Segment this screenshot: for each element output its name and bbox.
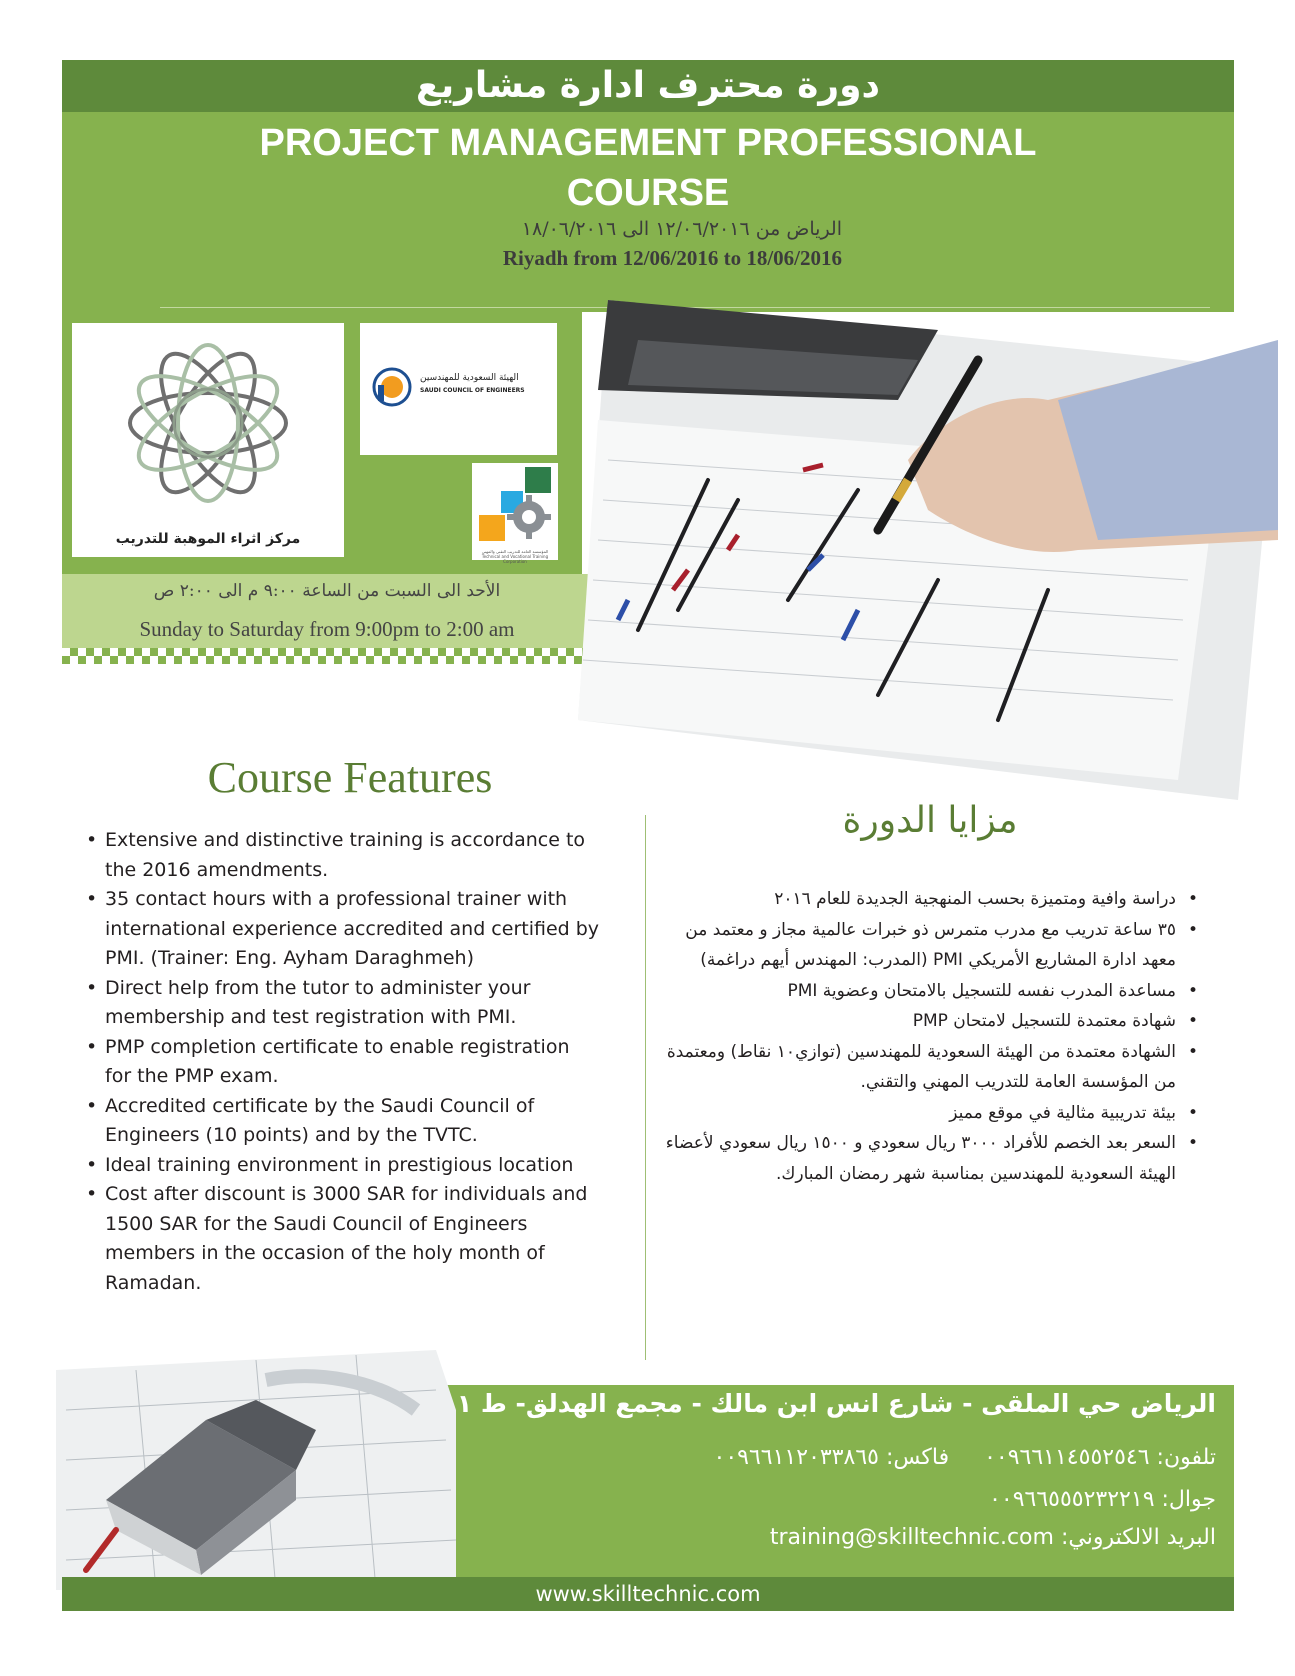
features-title-english: Course Features (207, 753, 493, 802)
list-item: • PMP completion certificate to enable registration for the PMP exam. (86, 1033, 601, 1092)
gantt-chart-photo (578, 300, 1278, 820)
features-list-arabic (660, 884, 1198, 1189)
english-title (62, 118, 1234, 218)
list-item: • بيئة تدريبية مثالية في موقع مميز (660, 1098, 1198, 1129)
english-title-line1: PROJECT MANAGEMENT PROFESSIONAL (259, 122, 1037, 164)
list-item: • ٣٥ ساعة تدريب مع مدرب متمرس ذو خبرات عالمية مجاز و معتمد من معهد ادارة المشاريع الأمريكي PMI (المدرب: المهندس أيهم دراغمة) (660, 915, 1198, 976)
english-title-line2: COURSE (566, 172, 730, 214)
fax-label: فاكس: (885, 1445, 950, 1470)
checker-border (62, 648, 592, 664)
email-link[interactable]: training@skilltechnic.com (769, 1525, 1054, 1550)
house-model-image (56, 1350, 456, 1590)
sce-name-english: SAUDI COUNCIL OF ENGINEERS (420, 387, 525, 394)
tvtc-caption: المؤسسة العامة للتدريب التقني والمهني Technical and Vocational Training Corporation (481, 549, 549, 564)
schedule-arabic: الأحد الى السبت من الساعة ٩:٠٠ م الى ٢:٠٠ ص (153, 581, 501, 601)
list-item: • Extensive and distinctive training is accordance to the 2016 amendments. (86, 826, 601, 885)
training-center-name: مركز اثراء الموهبة للتدريب (115, 531, 301, 547)
training-center-logo (72, 323, 344, 557)
email-label: البريد الالكتروني: (1060, 1525, 1216, 1550)
email-line (430, 1525, 1216, 1550)
list-item: • Accredited certificate by the Saudi Council of Engineers (10 points) and by the TVTC. (86, 1092, 601, 1151)
fax-number: ٠٠٩٦٦١١٢٠٣٣٨٦٥ (713, 1445, 879, 1470)
column-divider (645, 815, 646, 1360)
date-arabic: الرياض من ١٢/٠٦/٢٠١٦ الى ١٨/٠٦/٢٠١٦ (521, 218, 842, 240)
address: الرياض حي الملقى - شارع انس ابن مالك - مجمع الهدلق- ط ١ (456, 1389, 1216, 1418)
list-item: • مساعدة المدرب نفسه للتسجيل بالامتحان وعضوية PMI (660, 976, 1198, 1007)
saudi-council-engineers-logo (360, 323, 557, 455)
gear-icon (477, 465, 553, 543)
list-item: • السعر بعد الخصم للأفراد ٣٠٠٠ ريال سعودي و ١٥٠٠ ريال سعودي لأعضاء الهيئة السعودية للمهندسين بمناسبة شهر رمضان المبارك. (660, 1128, 1198, 1189)
tvtc-logo (472, 463, 558, 564)
sce-name-arabic: الهيئة السعودية للمهندسين (420, 373, 519, 383)
list-item: • Direct help from the tutor to administer your membership and test registration with PMI. (86, 974, 601, 1033)
website-link[interactable]: www.skilltechnic.com (535, 1582, 761, 1606)
phone-number[interactable]: ٠٠٩٦٦١١٤٥٥٢٥٤٦ (984, 1445, 1150, 1470)
phone-label: تلفون: (1156, 1445, 1216, 1470)
sce-emblem-icon (370, 365, 414, 409)
features-title-arabic: مزايا الدورة (842, 800, 1018, 841)
list-item: • 35 contact hours with a professional trainer with international experience accredited and certified by PMI. (Trainer: Eng. Ayham Daraghmeh) (86, 885, 601, 974)
list-item: • دراسة وافية ومتميزة بحسب المنهجية الجديدة للعام ٢٠١٦ (660, 884, 1198, 915)
list-item: • شهادة معتمدة للتسجيل لامتحان PMP (660, 1006, 1198, 1037)
features-list-english (86, 826, 601, 1298)
date-english: Riyadh from 12/06/2016 to 18/06/2016 (502, 246, 842, 270)
mobile-number[interactable]: ٠٠٩٦٦٥٥٥٢٣٢٢١٩ (989, 1487, 1155, 1512)
mobile-label: جوال: (1161, 1487, 1216, 1512)
rosette-icon (112, 331, 304, 521)
phone-fax-line (430, 1445, 1216, 1470)
list-item: • Ideal training environment in prestigious location (86, 1151, 601, 1181)
list-item: • Cost after discount is 3000 SAR for individuals and 1500 SAR for the Saudi Council of Engineers members in the occasion of the holy month of Ramadan. (86, 1180, 601, 1298)
list-item: • الشهادة معتمدة من الهيئة السعودية للمهندسين (توازي١٠ نقاط) ومعتمدة من المؤسسة العامة للتدريب المهني والتقني. (660, 1037, 1198, 1098)
schedule-english: Sunday to Saturday from 9:00pm to 2:00 am (139, 617, 515, 641)
mobile-line (430, 1487, 1216, 1512)
arabic-title: دورة محترف ادارة مشاريع (416, 65, 880, 106)
